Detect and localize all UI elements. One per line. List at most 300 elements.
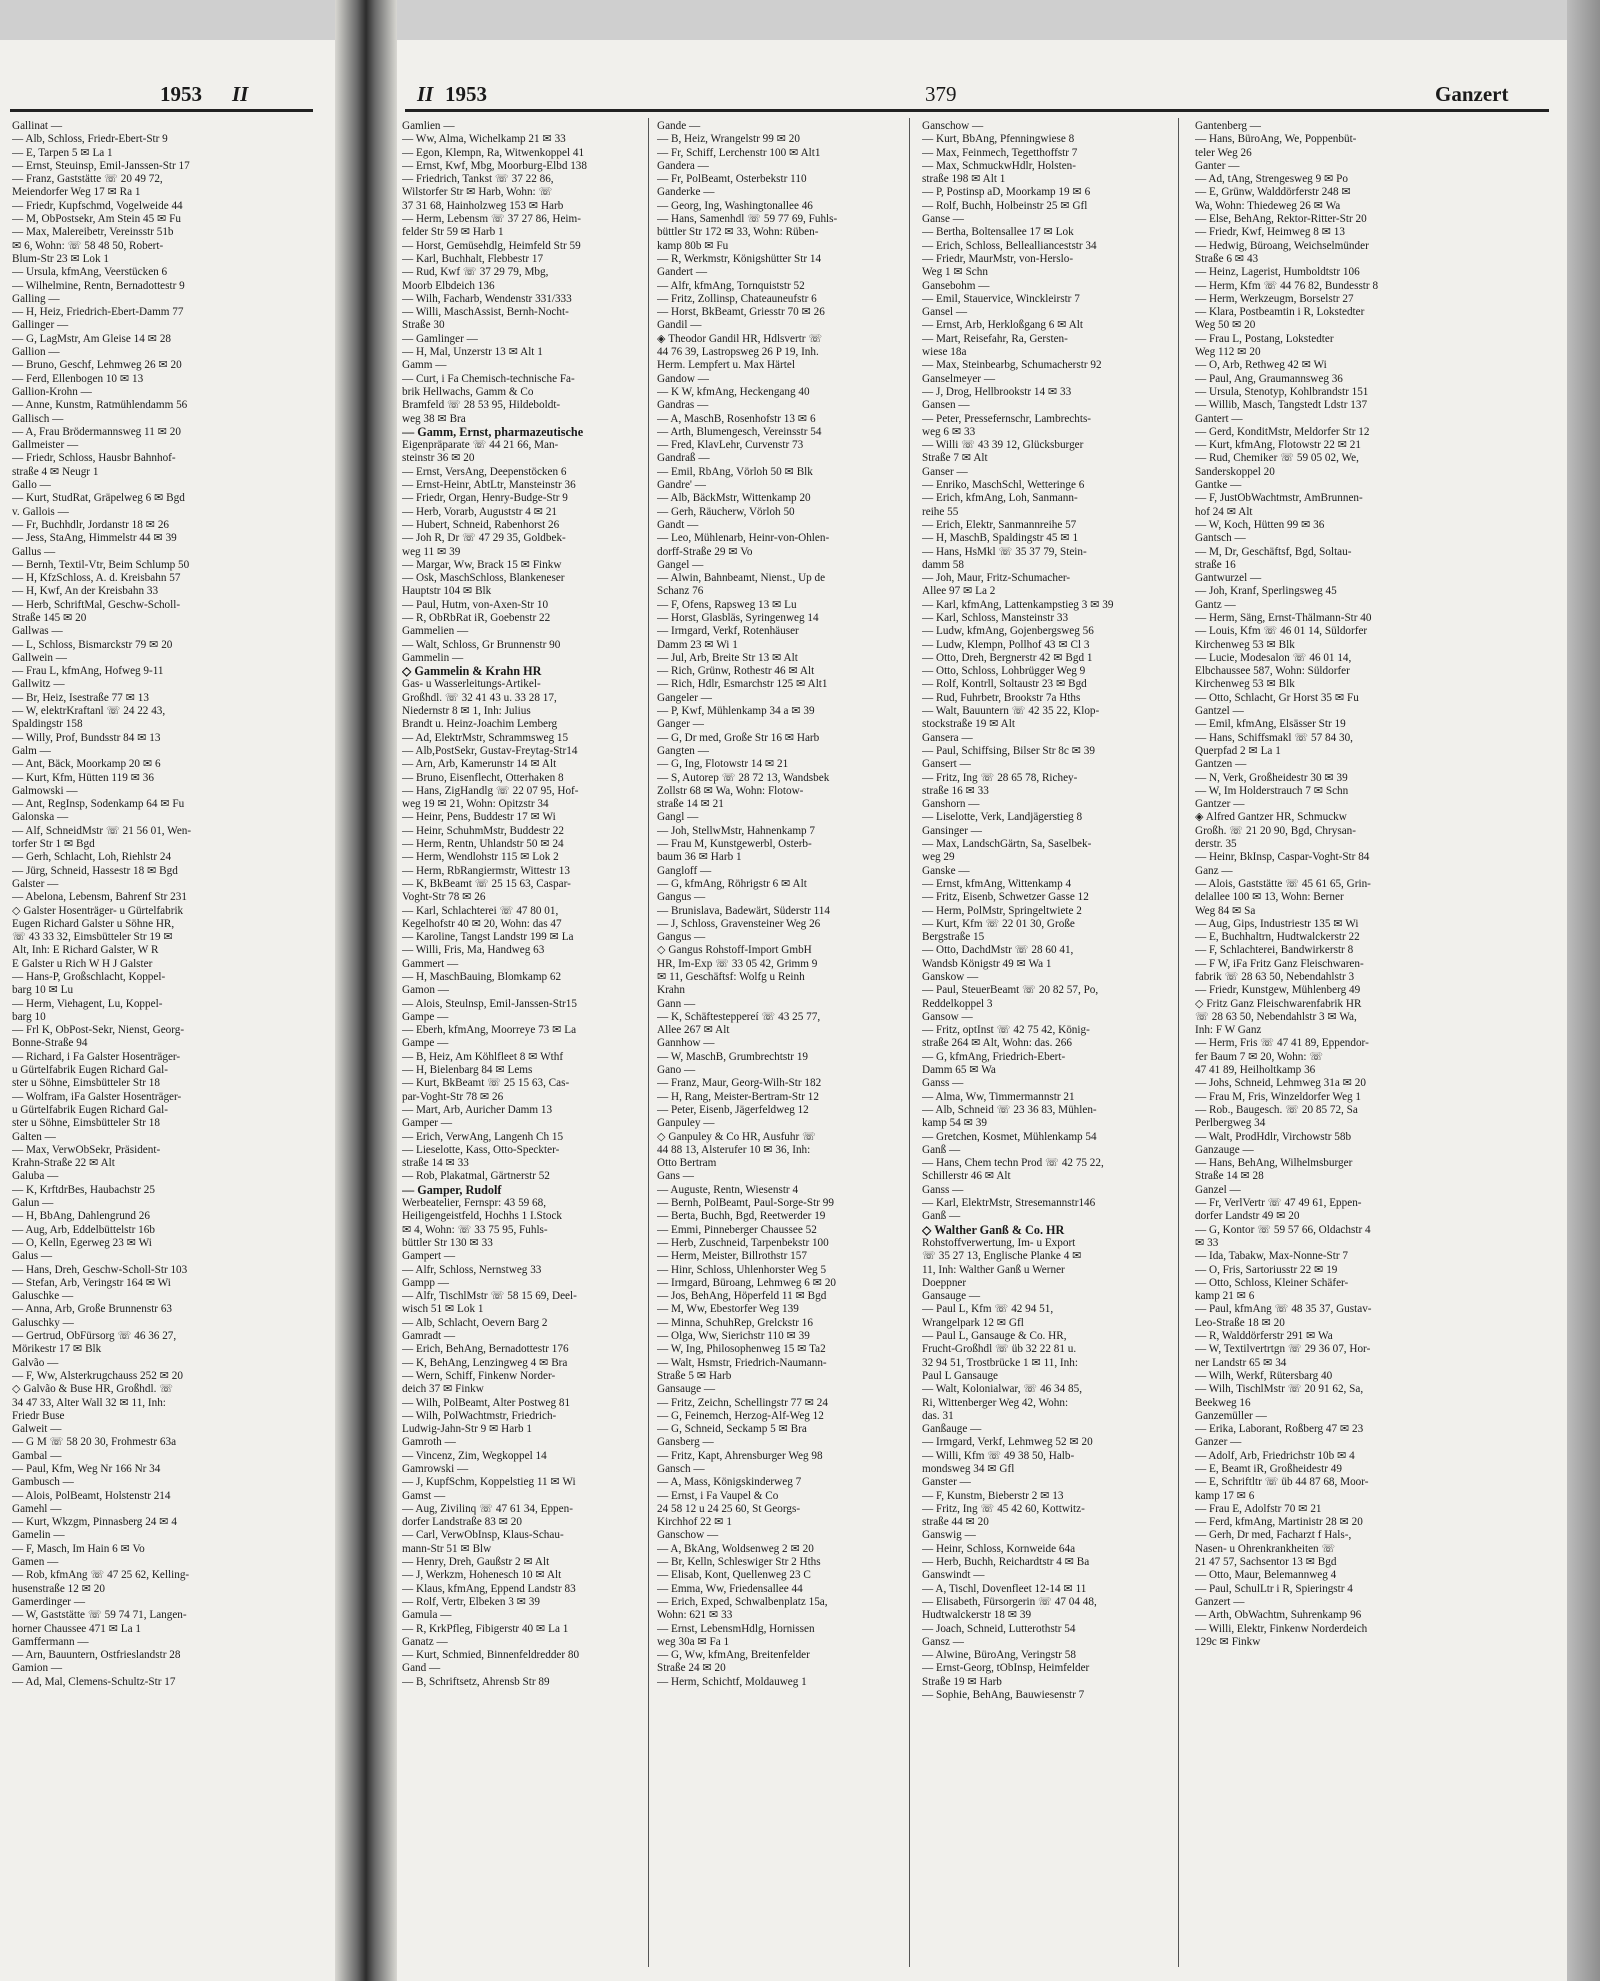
directory-line: — Friedr, Kupfschmd, Vogelweide 44 — [12, 199, 183, 212]
directory-line: ◈ Alfred Gantzer HR, Schmuckw — [1195, 811, 1347, 824]
directory-line: — Alb, Schneid ☏ 23 36 83, Mühlen- — [922, 1103, 1097, 1116]
directory-line: Weg 1 ✉ Schn — [922, 266, 988, 279]
directory-line: Nasen- u Ohrenkrankheiten ☏ — [1195, 1542, 1336, 1555]
directory-line: Gantzer — — [1195, 798, 1245, 811]
directory-line: — Paul, kfmAng ☏ 48 35 37, Gustav- — [1195, 1303, 1372, 1316]
directory-line: stockstraße 19 ✉ Alt — [922, 718, 1015, 731]
directory-line: — Ferd, Ellenbogen 10 ✉ 13 — [12, 372, 144, 385]
directory-line: Krahn-Straße 22 ✉ Alt — [12, 1157, 115, 1170]
directory-line: — Paul, SteuerBeamt ☏ 20 82 57, Po, — [922, 984, 1099, 997]
directory-line: — Fritz, optInst ☏ 42 75 42, König- — [922, 1024, 1090, 1037]
directory-line: — J, Werkzm, Hohenesch 10 ✉ Alt — [402, 1569, 562, 1582]
directory-line: Ganswig — — [922, 1529, 976, 1542]
directory-line: Gansinger — — [922, 824, 982, 837]
directory-line: Perlbergweg 34 — [1195, 1117, 1266, 1130]
directory-line: — E, Buchhaltrn, Hudtwalckerstr 22 — [1195, 931, 1360, 944]
directory-line: — Horst, Glasbläs, Syringenweg 14 — [657, 611, 819, 624]
right-page — [397, 40, 1567, 1981]
right-page-header — [405, 78, 1549, 112]
directory-line: Reddelkoppel 3 — [922, 997, 993, 1010]
directory-line: 37 31 68, Hainholzweg 153 ✉ Harb — [402, 199, 564, 212]
directory-line: Gangus — — [657, 931, 706, 944]
directory-line: Gampert — — [402, 1250, 456, 1263]
directory-line: brik Hellwachs, Gamm & Co — [402, 385, 534, 398]
directory-line: Galuschke — — [12, 1290, 74, 1303]
directory-line: Gamen — — [12, 1556, 59, 1569]
directory-line: — Margar, Ww, Brack 15 ✉ Finkw — [402, 558, 562, 571]
directory-line: — Ernst-Georg, tObInsp, Heimfelder — [922, 1662, 1090, 1675]
directory-line: — Ernst, Steuinsp, Emil-Janssen-Str 17 — [12, 159, 190, 172]
directory-line: — Kurt, Kfm, Hütten 119 ✉ 36 — [12, 771, 154, 784]
directory-line: — Hans, Samenhdl ☏ 59 77 69, Fuhls- — [657, 213, 838, 226]
directory-line: Ri, Wittenberger Weg 42, Wohn: — [922, 1396, 1069, 1409]
directory-line: — Horst, BkBeamt, Griesstr 70 ✉ 26 — [657, 306, 825, 319]
directory-line: — B, Heiz, Wrangelstr 99 ✉ 20 — [657, 133, 800, 146]
directory-line: Gallinger — — [12, 319, 69, 332]
directory-line: — Alb, Schloss, Friedr-Ebert-Str 9 — [12, 133, 168, 146]
directory-line: Großhdl. ☏ 32 41 43 u. 33 28 17, — [402, 691, 557, 704]
directory-line: ◇ Ganpuley & Co HR, Ausfuhr ☏ — [657, 1130, 817, 1143]
directory-line: — Wolfram, iFa Galster Hosenträger- — [12, 1090, 182, 1103]
directory-line: felder Str 59 ✉ Harb 1 — [402, 226, 504, 239]
directory-line: — O, Fris, Sartoriusstr 22 ✉ 19 — [1195, 1263, 1338, 1276]
directory-line: — Joh, StellwMstr, Hahnenkamp 7 — [657, 824, 816, 837]
directory-line: — Gamper, Rudolf — [402, 1182, 502, 1197]
directory-line: Gansauge — — [657, 1383, 716, 1396]
directory-line: — Hans, Schiffsmakl ☏ 57 84 30, — [1195, 731, 1353, 744]
directory-line: Voght-Str 78 ✉ 26 — [402, 891, 486, 904]
directory-line: Straße 24 ✉ 20 — [657, 1662, 726, 1675]
directory-line: — Ernst, VersAng, Deepenstöcken 6 — [402, 465, 567, 478]
directory-line: — Alfr, TischlMstr ☏ 58 15 69, Deel- — [402, 1290, 577, 1303]
directory-line: Gamper — — [402, 1117, 453, 1130]
directory-line: — Alwin, Bahnbeamt, Nienst., Up de — [657, 572, 826, 585]
directory-line: Ganzemüller — — [1195, 1409, 1267, 1422]
directory-line: ✉ 4, Wohn: ☏ 33 75 95, Fuhls- — [402, 1223, 548, 1236]
directory-line: — Wilhelmine, Rentn, Bernadottestr 9 — [12, 279, 185, 292]
directory-line: — W, MaschB, Grumbrechtstr 19 — [657, 1050, 809, 1063]
directory-line: 47 41 89, Heilholtkamp 36 — [1195, 1064, 1316, 1077]
directory-line: dorff-Straße 29 ✉ Vo — [657, 545, 753, 558]
directory-line: Bonne-Straße 94 — [12, 1037, 88, 1050]
directory-line: ☏ 43 33 32, Eimsbütteler Str 19 ✉ — [12, 931, 173, 944]
directory-line: — Wilh, PolBeamt, Alter Postweg 81 — [402, 1396, 571, 1409]
directory-line: — Erich, Exped, Schwalbenplatz 15a, — [657, 1595, 828, 1608]
directory-line: Galling — — [12, 292, 60, 305]
directory-line: — Emil, RbAng, Vörloh 50 ✉ Blk — [657, 465, 813, 478]
directory-line: — Rolf, Kontrll, Soltaustr 23 ✉ Bgd — [922, 678, 1087, 691]
directory-line: — Heinr, BkInsp, Caspar-Voght-Str 84 — [1195, 851, 1370, 864]
directory-line: — Otto, Schloss, Kleiner Schäfer- — [1195, 1276, 1349, 1289]
directory-line: Kirchenweg 53 ✉ Blk — [1195, 678, 1295, 691]
directory-line: — Paul L, Gansauge & Co. HR, — [922, 1330, 1067, 1343]
directory-line: Gamradt — — [402, 1330, 456, 1343]
directory-line: — Fr, Schiff, Lerchenstr 100 ✉ Alt1 — [657, 146, 821, 159]
directory-line: — Herm, Viehagent, Lu, Koppel- — [12, 997, 163, 1010]
directory-line: — Herm, Meister, Billrothstr 157 — [657, 1250, 807, 1263]
directory-line: Ganzert — — [1195, 1595, 1245, 1608]
directory-line: — Ludw, Klempn, Pollhof 43 ✉ Cl 3 — [922, 638, 1090, 651]
directory-line: — Wern, Schiff, Finkenw Norder- — [402, 1369, 556, 1382]
directory-line: Doeppner — [922, 1276, 967, 1289]
directory-line: Zollstr 68 ✉ Wa, Wohn: Flotow- — [657, 784, 804, 797]
directory-line: Wilstorfer Str ✉ Harb, Wohn: ☏ — [402, 186, 553, 199]
directory-line: Ganz — — [1195, 864, 1233, 877]
directory-line: Straße 14 ✉ 28 — [1195, 1170, 1264, 1183]
directory-line: Galvão — — [12, 1356, 59, 1369]
directory-line: Gas- u Wasserleitungs-Artikel- — [402, 678, 541, 691]
directory-line: — Ant, Bäck, Moorkamp 20 ✉ 6 — [12, 758, 161, 771]
directory-line: Ganzer — — [1195, 1436, 1242, 1449]
directory-line: Straße 5 ✉ Harb — [657, 1369, 732, 1382]
directory-line: straße 264 ✉ Alt, Wohn: das. 266 — [922, 1037, 1072, 1050]
directory-line: Galten — — [12, 1130, 56, 1143]
directory-line: — Irmgard, Verkf, Lehmweg 52 ✉ 20 — [922, 1436, 1093, 1449]
directory-line: — Frl K, ObPost-Sekr, Nienst, Georg- — [12, 1024, 185, 1037]
directory-line: — Gretchen, Kosmet, Mühlenkamp 54 — [922, 1130, 1097, 1143]
directory-line: — Herm, Lebensm ☏ 37 27 86, Heim- — [402, 213, 581, 226]
directory-line: — Erich, Elektr, Sanmannreihe 57 — [922, 518, 1077, 531]
directory-line: Gansz — — [922, 1635, 964, 1648]
directory-line: — Max, VerwObSekr, Präsident- — [12, 1143, 161, 1156]
directory-line: Galus — — [12, 1250, 53, 1263]
directory-line: — O, Arb, Rethweg 42 ✉ Wi — [1195, 359, 1327, 372]
directory-line: Weg 112 ✉ 20 — [1195, 346, 1261, 359]
directory-line: Straße 7 ✉ Alt — [922, 452, 988, 465]
directory-line: — Walt, Kolonialwar, ☏ 46 34 85, — [922, 1383, 1083, 1396]
directory-line: das. 31 — [922, 1409, 954, 1422]
directory-line: Gampe — — [402, 1037, 449, 1050]
directory-line: u Gürtelfabrik Eugen Richard Gal- — [12, 1103, 168, 1116]
directory-line: straße 44 ✉ 20 — [922, 1516, 989, 1529]
directory-line: — Bertha, Boltensallee 17 ✉ Lok — [922, 226, 1074, 239]
directory-line: — Max, Feinmech, Tegetthoffstr 7 — [922, 146, 1078, 159]
directory-line: torfer Str 1 ✉ Bgd — [12, 838, 95, 851]
directory-line: Straße 30 — [402, 319, 445, 332]
directory-line: Gansberg — — [657, 1436, 714, 1449]
directory-line: Ganschow — — [922, 120, 984, 132]
directory-line: — Karl, Schlachterei ☏ 47 80 01, — [402, 904, 559, 917]
directory-line: — Friedr, Organ, Henry-Budge-Str 9 — [402, 492, 568, 505]
directory-line: — Lucie, Modesalon ☏ 46 01 14, — [1195, 651, 1352, 664]
directory-line: — Herm, Rentn, Uhlandstr 50 ✉ 24 — [402, 838, 564, 851]
directory-line: — Hans, BehAng, Wilhelmsburger — [1195, 1157, 1353, 1170]
directory-line: Gamffermann — — [12, 1635, 89, 1648]
directory-line: Gantke — — [1195, 479, 1242, 492]
book-gutter — [335, 0, 397, 1981]
directory-line: — Hans, Chem techn Prod ☏ 42 75 22, — [922, 1157, 1104, 1170]
directory-line: — Hans, HsMkl ☏ 35 37 79, Stein- — [922, 545, 1087, 558]
directory-line: — Bruno, Eisenflecht, Otterhaken 8 — [402, 771, 564, 784]
directory-line: — Gerd, KonditMstr, Meldorfer Str 12 — [1195, 425, 1370, 438]
directory-line: — Anna, Arb, Große Brunnenstr 63 — [12, 1303, 173, 1316]
directory-line: — Minna, SchuhRep, Grelckstr 16 — [657, 1316, 813, 1329]
directory-line: ◇ Gammelin & Krahn HR — [402, 664, 542, 679]
directory-line: — G, LagMstr, Am Gleise 14 ✉ 28 — [12, 332, 172, 345]
directory-line: — Fr, Buchhdlr, Jordanstr 18 ✉ 26 — [12, 518, 170, 531]
directory-line: — Aug, Arb, Eddelbüttelstr 16b — [12, 1223, 155, 1236]
directory-line: Wa, Wohn: Thiedeweg 26 ✉ Wa — [1195, 199, 1341, 212]
directory-line: — Eberh, kfmAng, Moorreye 73 ✉ La — [402, 1024, 577, 1037]
directory-line: — Walt, Schloss, Gr Brunnenstr 90 — [402, 638, 561, 651]
directory-line: — Fred, KlavLehr, Curvenstr 73 — [657, 439, 804, 452]
directory-line: — Max, SchmuckwHdlr, Holsten- — [922, 159, 1076, 172]
directory-line: Weg 50 ✉ 20 — [1195, 319, 1256, 332]
directory-line: — Paul, Hutm, von-Axen-Str 10 — [402, 598, 549, 611]
directory-line: weg 30a ✉ Fa 1 — [657, 1635, 730, 1648]
directory-line: — Liselotte, Verk, Landjägerstieg 8 — [922, 811, 1083, 824]
directory-line: — A, Frau Brödermannsweg 11 ✉ 20 — [12, 425, 181, 438]
directory-line: — F, Kunstm, Bieberstr 2 ✉ 13 — [922, 1489, 1064, 1502]
directory-line: — Fritz, Zollinsp, Chateauneufstr 6 — [657, 292, 817, 305]
directory-line: straße 16 ✉ 33 — [922, 784, 989, 797]
directory-line: — W, Ing, Philosophenweg 15 ✉ Ta2 — [657, 1343, 826, 1356]
directory-line: Gandre' — — [657, 479, 706, 492]
directory-line: Sanderskoppel 20 — [1195, 465, 1275, 478]
directory-line: Otto Bertram — [657, 1157, 717, 1170]
directory-line: — Arth, ObWachtm, Suhrenkamp 96 — [1195, 1609, 1362, 1622]
directory-line: — Gerh, Räucherw, Vörloh 50 — [657, 505, 795, 518]
directory-line: — G, Ing, Flotowstr 14 ✉ 21 — [657, 758, 789, 771]
directory-line: — Elisab, Kont, Quellenweg 23 C — [657, 1569, 811, 1582]
directory-line: ☏ 28 63 50, Nebendahlstr 3 ✉ Wa, — [1195, 1010, 1357, 1023]
directory-line: — Henry, Dreh, Gaußstr 2 ✉ Alt — [402, 1556, 550, 1569]
directory-line: — Richard, i Fa Galster Hosenträger- — [12, 1050, 181, 1063]
directory-line: Ganss — — [922, 1077, 964, 1090]
directory-line: Galonska — — [12, 811, 69, 824]
directory-line: — K, BkBeamt ☏ 25 15 63, Caspar- — [402, 877, 571, 890]
directory-line: — Friedr, Kunstgew, Mühlenberg 49 — [1195, 984, 1361, 997]
left-page-header — [10, 78, 313, 112]
directory-line: — Herm, Kfm ☏ 44 76 82, Bundesstr 8 — [1195, 279, 1379, 292]
directory-line: — Rich, Hdlr, Esmarchstr 125 ✉ Alt1 — [657, 678, 828, 691]
right-header-year: 1953 — [445, 82, 487, 106]
directory-line: — Aug, Zivilinq ☏ 47 61 34, Eppen- — [402, 1502, 573, 1515]
directory-line: Gamion — — [12, 1662, 63, 1675]
directory-line: — Curt, i Fa Chemisch-technische Fa- — [402, 372, 575, 385]
directory-line: Herm. Lempfert u. Max Härtel — [657, 359, 795, 372]
directory-line: Mörikestr 17 ✉ Blk — [12, 1343, 102, 1356]
directory-line: — Walt, ProdHdlr, Virchowstr 58b — [1195, 1130, 1352, 1143]
directory-line: Brandt u. Heinz-Joachim Lemberg — [402, 718, 558, 731]
directory-line: Gantwurzel — — [1195, 572, 1262, 585]
directory-line: 24 58 12 u 24 25 60, St Georgs- — [657, 1502, 801, 1515]
directory-line: Gansera — — [922, 731, 973, 744]
directory-line: Gantenberg — — [1195, 120, 1261, 132]
directory-line: — Karl, kfmAng, Lattenkampstieg 3 ✉ 39 — [922, 598, 1114, 611]
directory-line: — Kurt, BbAng, Pfenningwiese 8 — [922, 133, 1075, 146]
directory-line: Elbchaussee 587, Wohn: Süldorfer — [1195, 665, 1350, 678]
directory-line: Gallion — — [12, 346, 60, 359]
directory-line: — Hedwig, Büroang, Weichselmünder — [1195, 239, 1369, 252]
directory-line: — P, Kwf, Mühlenkamp 34 a ✉ 39 — [657, 705, 815, 718]
directory-line: — Wilh, TischlMstr ☏ 20 91 62, Sa, — [1195, 1383, 1364, 1396]
directory-line: — Adolf, Arb, Friedrichstr 10b ✉ 4 — [1195, 1449, 1355, 1462]
directory-line: straße 14 ✉ 21 — [657, 798, 724, 811]
directory-column-2 — [657, 120, 874, 1969]
directory-line: weg 11 ✉ 39 — [402, 545, 461, 558]
directory-line: Gamroth — — [402, 1436, 456, 1449]
directory-line: kamp 54 ✉ 39 — [922, 1117, 987, 1130]
directory-line: Ganske — — [922, 864, 970, 877]
directory-line: — Erich, BehAng, Bernadottestr 176 — [402, 1343, 569, 1356]
directory-line: — S, Autorep ☏ 28 72 13, Wandsbek — [657, 771, 830, 784]
directory-line: Ganzel — — [1195, 1183, 1241, 1196]
directory-line: — Rolf, Vertr, Elbeken 3 ✉ 39 — [402, 1595, 540, 1608]
directory-line: Ganswindt — — [922, 1569, 985, 1582]
directory-line: — Wilh, Facharb, Wendenstr 331/333 — [402, 292, 572, 305]
directory-line: Rohstoffverwertung, Im- u Export — [922, 1236, 1076, 1249]
directory-line: — Otto, Schloss, Lohbrügger Weg 9 — [922, 665, 1086, 678]
directory-line: — Paul, Kfm, Weg Nr 166 Nr 34 — [12, 1462, 161, 1475]
directory-line: — Joh R, Dr ☏ 47 29 35, Goldbek- — [402, 532, 566, 545]
directory-line: — Friedr, Schloss, Hausbr Bahnhof- — [12, 452, 176, 465]
directory-line: — M, ObPostsekr, Am Stein 45 ✉ Fu — [12, 213, 181, 226]
directory-line: — Fritz, Ing ☏ 28 65 78, Richey- — [922, 771, 1078, 784]
left-header-part: II — [232, 82, 249, 106]
left-page-column — [12, 120, 315, 1969]
directory-line: husenstraße 12 ✉ 20 — [12, 1582, 105, 1595]
directory-line: — P, Postinsp aD, Moorkamp 19 ✉ 6 — [922, 186, 1091, 199]
directory-line: Gamehl — — [12, 1502, 62, 1515]
directory-line: Schillerstr 46 ✉ Alt — [922, 1170, 1011, 1183]
directory-line: — Fritz, Eisenb, Schwetzer Gasse 12 — [922, 891, 1089, 904]
directory-line: — Erika, Laborant, Roßberg 47 ✉ 23 — [1195, 1423, 1364, 1436]
directory-line: — Alb, Schlacht, Oevern Barg 2 — [402, 1316, 548, 1329]
directory-line: — Frau L, Postang, Lokstedter — [1195, 332, 1334, 345]
directory-line: Gangloff — — [657, 864, 712, 877]
directory-line: — H, Rang, Meister-Bertram-Str 12 — [657, 1090, 819, 1103]
directory-line: teler Weg 26 — [1195, 146, 1252, 159]
directory-line: — F, Masch, Im Hain 6 ✉ Vo — [12, 1542, 145, 1555]
directory-line: — H, KfzSchloss, A. d. Kreisbahn 57 — [12, 572, 181, 585]
directory-line: — Else, BehAng, Rektor-Ritter-Str 20 — [1195, 213, 1367, 226]
directory-line: — M, Ww, Ebestorfer Weg 139 — [657, 1303, 799, 1316]
directory-line: — H, MaschB, Spaldingstr 45 ✉ 1 — [922, 532, 1079, 545]
directory-line: weg 29 — [922, 851, 955, 864]
page-number: 379 — [925, 82, 957, 106]
directory-line: — Alma, Ww, Timmermannstr 21 — [922, 1090, 1075, 1103]
directory-line: — Alb,PostSekr, Gustav-Freytag-Str14 — [402, 744, 578, 757]
directory-line: — Fr, PolBeamt, Osterbekstr 110 — [657, 173, 807, 186]
directory-line: — A, Tischl, Dovenfleet 12-14 ✉ 11 — [922, 1582, 1087, 1595]
directory-line: wiese 18a — [922, 346, 967, 359]
directory-line: — O, Kelln, Egerweg 23 ✉ Wi — [12, 1236, 152, 1249]
directory-line: — Fritz, Kapt, Ahrensburger Weg 98 — [657, 1449, 823, 1462]
directory-line: Spaldingstr 158 — [12, 718, 83, 731]
directory-line: Querpfad 2 ✉ La 1 — [1195, 744, 1281, 757]
directory-line: — F, Ww, Alsterkrugchauss 252 ✉ 20 — [12, 1369, 183, 1382]
directory-line: — Willi, Kfm ☏ 49 38 50, Halb- — [922, 1449, 1075, 1462]
directory-line: — Willy, Prof, Bundsstr 84 ✉ 13 — [12, 731, 161, 744]
directory-line: — E, Tarpen 5 ✉ La 1 — [12, 146, 113, 159]
directory-line: — Willi, MaschAssist, Bernh-Nocht- — [402, 306, 569, 319]
directory-line: — Br, Heiz, Isestraße 77 ✉ 13 — [12, 691, 149, 704]
directory-line: Galweit — — [12, 1423, 62, 1436]
directory-line: — R, KrkPfleg, Fibigerstr 40 ✉ La 1 — [402, 1622, 569, 1635]
directory-line: ☏ 35 27 13, Englische Planke 4 ✉ — [922, 1250, 1082, 1263]
directory-line: — Gerh, Dr med, Facharzt f Hals-, — [1195, 1529, 1352, 1542]
directory-line: Gannhow — — [657, 1037, 715, 1050]
directory-line: Inh: F W Ganz — [1195, 1024, 1262, 1037]
directory-line: Allee 267 ✉ Alt — [657, 1024, 730, 1037]
directory-line: reihe 55 — [922, 505, 959, 518]
directory-line: Gammelien — — [402, 625, 469, 638]
directory-line: — Rud, Fuhrbetr, Brookstr 7a Hths — [922, 691, 1081, 704]
directory-line: — Hans, Dreh, Geschw-Scholl-Str 103 — [12, 1263, 188, 1276]
directory-line: — Ferd, kfmAng, Martinistr 28 ✉ 20 — [1195, 1516, 1363, 1529]
directory-line: Gandil — — [657, 319, 702, 332]
directory-line: wisch 51 ✉ Lok 1 — [402, 1303, 484, 1316]
directory-line: Gallinat — — [12, 120, 63, 132]
directory-line: — Paul, Ang, Graumannsweg 36 — [1195, 372, 1343, 385]
directory-line: — Friedr, MaurMstr, von-Herslo- — [922, 252, 1074, 265]
directory-line: — Enriko, MaschSchl, Wetteringe 6 — [922, 479, 1085, 492]
directory-line: Hauptstr 104 ✉ Blk — [402, 585, 492, 598]
directory-line: Gandras — — [657, 399, 709, 412]
directory-line: Gandraß — — [657, 452, 710, 465]
directory-line: Gandt — — [657, 518, 699, 531]
directory-line: Ganster — — [922, 1476, 971, 1489]
directory-line: Galun — — [12, 1197, 54, 1210]
directory-line: — Hubert, Schneid, Rabenhorst 26 — [402, 518, 560, 531]
directory-line: — W, elektrKraftanl ☏ 24 22 43, — [12, 705, 166, 718]
directory-line: — Herm, Werkzeugm, Borselstr 27 — [1195, 292, 1354, 305]
directory-line: Ganatz — — [402, 1635, 448, 1648]
directory-line: damm 58 — [922, 558, 964, 571]
directory-line: Ganselmeyer — — [922, 372, 996, 385]
directory-line: — W, Im Holderstrauch 7 ✉ Schn — [1195, 784, 1349, 797]
directory-line: Gantz — — [1195, 598, 1236, 611]
directory-line: — Emil, kfmAng, Elsässer Str 19 — [1195, 718, 1346, 731]
directory-line: — Gertrud, ObFürsorg ☏ 46 36 27, — [12, 1330, 177, 1343]
directory-line: — Leo, Mühlenarb, Heinr-von-Ohlen- — [657, 532, 830, 545]
directory-line: — B, Schriftsetz, Ahrensb Str 89 — [402, 1675, 550, 1688]
directory-line: — Ad, Mal, Clemens-Schultz-Str 17 — [12, 1675, 176, 1688]
directory-line: — Alois, Gaststätte ☏ 45 61 65, Grin- — [1195, 877, 1371, 890]
directory-line: Werbeatelier, Fernspr: 43 59 68, — [402, 1197, 547, 1210]
directory-line: Ganshorn — — [922, 798, 980, 811]
directory-line: — Jul, Arb, Breite Str 13 ✉ Alt — [657, 651, 798, 664]
directory-line: straße 16 — [1195, 558, 1236, 571]
directory-line: mann-Str 51 ✉ Blw — [402, 1542, 492, 1555]
directory-line: — F, Ofens, Rapsweg 13 ✉ Lu — [657, 598, 797, 611]
directory-line: — G, Schneid, Seckamp 5 ✉ Bra — [657, 1423, 807, 1436]
directory-line: — N, Verk, Großheidestr 30 ✉ 39 — [1195, 771, 1348, 784]
directory-line: — Wilh, Werkf, Rütersbarg 40 — [1195, 1369, 1333, 1382]
directory-line: Galm — — [12, 744, 51, 757]
directory-line: — Max, Steinbearbg, Schumacherstr 92 — [922, 359, 1102, 372]
directory-line: 129c ✉ Finkw — [1195, 1635, 1261, 1648]
directory-line: — Horst, Gemüsehdlg, Heimfeld Str 59 — [402, 239, 581, 252]
directory-line: Gampe — — [402, 1010, 449, 1023]
directory-line: Gansauge — — [922, 1290, 981, 1303]
directory-line: dorfer Landstr 49 ✉ 20 — [1195, 1210, 1300, 1223]
directory-line: — Gerh, Schlacht, Loh, Riehlstr 24 — [12, 851, 172, 864]
directory-line: Ganser — — [922, 465, 968, 478]
directory-line: barg 10 — [12, 1010, 46, 1023]
directory-line: Gantsch — — [1195, 532, 1246, 545]
directory-line: — Willi ☏ 43 39 12, Glücksburger — [922, 439, 1084, 452]
directory-line: — Arn, Arb, Kamerunstr 14 ✉ Alt — [402, 758, 557, 771]
directory-line: 44 88 13, Alsterufer 10 ✉ 36, Inh: — [657, 1143, 811, 1156]
directory-line: ◇ Gangus Rohstoff-Import GmbH — [657, 944, 812, 957]
directory-line: Gandert — — [657, 266, 708, 279]
directory-line: Eugen Richard Galster u Söhne HR, — [12, 917, 175, 930]
directory-line: — Bernh, Textil-Vtr, Beim Schlump 50 — [12, 558, 190, 571]
directory-line: — Rud, Chemiker ☏ 59 05 02, We, — [1195, 452, 1359, 465]
directory-line: Ganter — — [1195, 159, 1240, 172]
